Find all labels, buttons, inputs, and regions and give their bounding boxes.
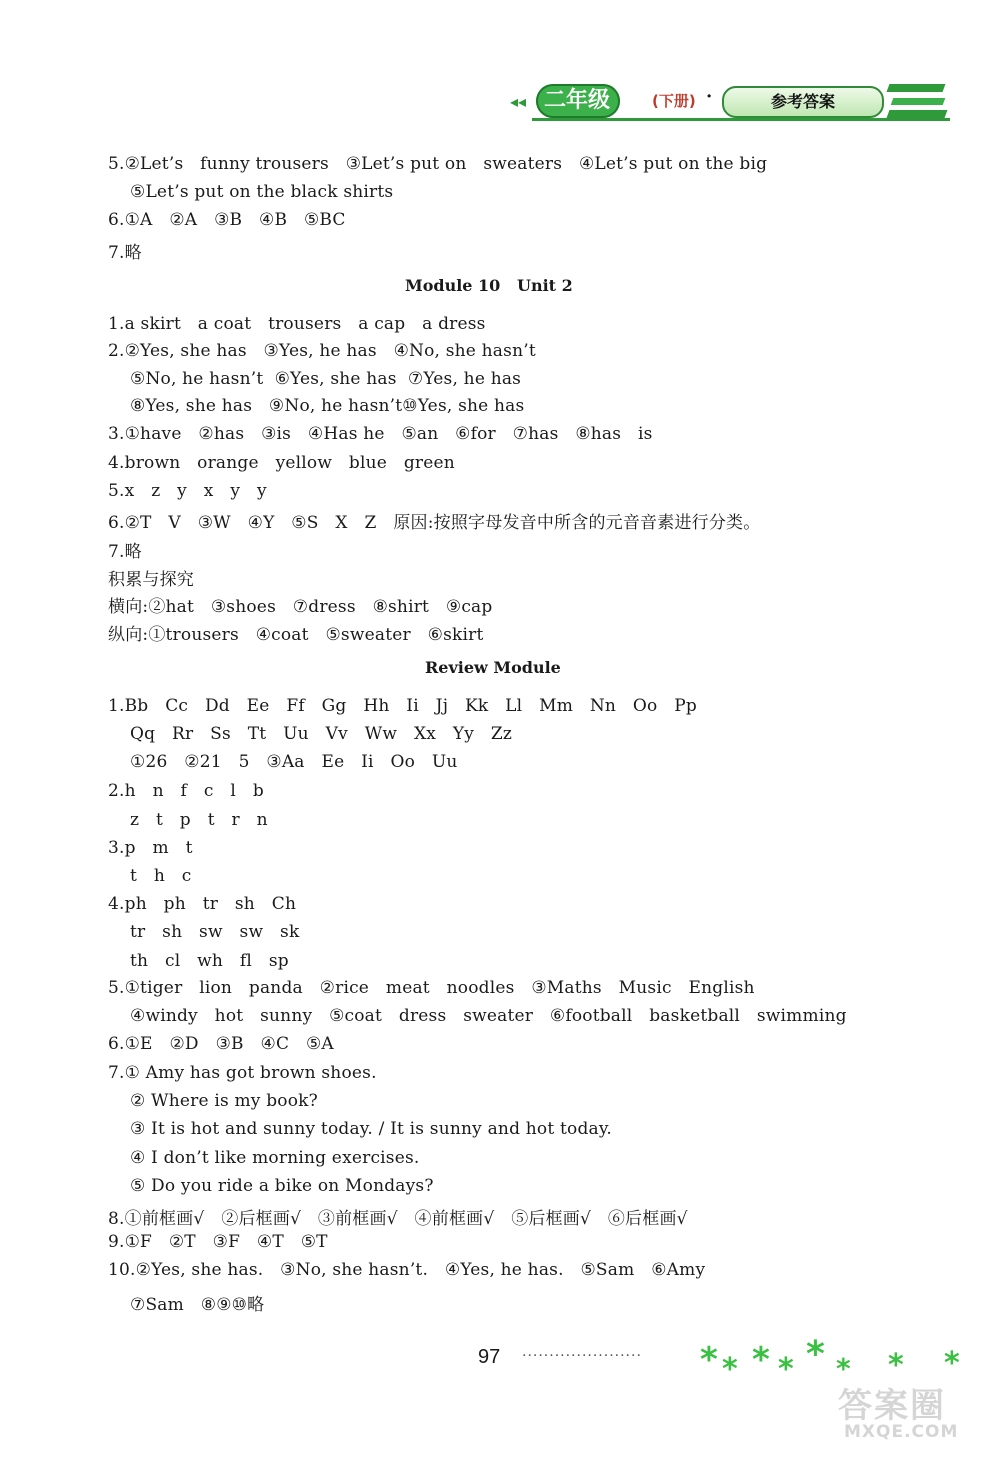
page-header xyxy=(510,78,950,128)
answer-line: ⑤ Do you ride a bike on Mondays? xyxy=(130,1176,434,1196)
answer-line: 6.①A ②A ③B ④B ⑤BC xyxy=(108,210,346,230)
leader-dots: ...................... xyxy=(522,1344,642,1360)
section-subtitle: 积累与探究 xyxy=(108,570,194,590)
answer-line: 8.①前框画√ ②后框画√ ③前框画√ ④前框画√ ⑤后框画√ ⑥后框画√ xyxy=(108,1209,688,1229)
answer-line: 1.a skirt a coat trousers a cap a dress xyxy=(108,314,486,334)
watermark-logo-text: 答案圈 xyxy=(838,1386,946,1426)
answer-line: tr sh sw sw sk xyxy=(130,922,300,942)
grade-badge: 二年级 xyxy=(536,84,620,118)
answer-line: 7.① Amy has got brown shoes. xyxy=(108,1063,377,1083)
star-icon: * xyxy=(700,1340,718,1380)
section-title-module10: Module 10 Unit 2 xyxy=(405,276,573,295)
answer-line: 纵向:①trousers ④coat ⑤sweater ⑥skirt xyxy=(108,625,484,645)
books-icon xyxy=(888,80,948,120)
answer-line: 1.Bb Cc Dd Ee Ff Gg Hh Ii Jj Kk Ll Mm Nn Oo Pp xyxy=(108,696,697,716)
answer-key-badge: 参考答案 xyxy=(722,86,884,118)
site-watermark xyxy=(838,1378,988,1450)
answer-line: 7.略 xyxy=(108,542,142,562)
star-icon: * xyxy=(722,1352,738,1387)
page-number: 97 xyxy=(478,1346,501,1368)
answer-line: 3.①have ②has ③is ④Has he ⑤an ⑥for ⑦has ⑧has is xyxy=(108,424,653,444)
star-icon: * xyxy=(836,1352,851,1385)
answer-line: Qq Rr Ss Tt Uu Vv Ww Xx Yy Zz xyxy=(130,724,513,744)
answer-line: ④windy hot sunny ⑤coat dress sweater ⑥football basketball swimming xyxy=(130,1006,847,1026)
answer-line: 4.brown orange yellow blue green xyxy=(108,453,455,473)
section-title-review: Review Module xyxy=(425,658,561,677)
answer-line: ⑤No, he hasn’t ⑥Yes, she has ⑦Yes, he has xyxy=(130,369,522,389)
answer-line: ④ I don’t like morning exercises. xyxy=(130,1148,420,1168)
answer-line: ①26 ②21 5 ③Aa Ee Ii Oo Uu xyxy=(130,752,458,772)
answer-line: 10.②Yes, she has. ③No, she hasn’t. ④Yes, he has. ⑤Sam ⑥Amy xyxy=(108,1260,706,1280)
answer-line: 9.①F ②T ③F ④T ⑤T xyxy=(108,1232,328,1252)
answer-line: 5.x z y x y y xyxy=(108,481,267,501)
answer-line: 5.①tiger lion panda ②rice meat noodles ③Maths Music English xyxy=(108,978,755,998)
answer-line: t h c xyxy=(130,866,192,886)
answer-line: 6.②T V ③W ④Y ⑤S X Z 原因:按照字母发音中所含的元音音素进行分类。 xyxy=(108,513,761,533)
answer-line: 6.①E ②D ③B ④C ⑤A xyxy=(108,1034,334,1054)
star-icon: * xyxy=(778,1352,794,1387)
answer-line: th cl wh fl sp xyxy=(130,951,289,971)
answer-line: 5.②Let’s funny trousers ③Let’s put on sweaters ④Let’s put on the big xyxy=(108,154,768,174)
answer-line: 2.②Yes, she has ③Yes, he has ④No, she hasn’t xyxy=(108,341,536,361)
star-icon: * xyxy=(888,1348,904,1383)
answer-line: 4.ph ph tr sh Ch xyxy=(108,894,297,914)
header-dot: · xyxy=(706,86,713,107)
answer-line: ⑦Sam ⑧⑨⑩略 xyxy=(130,1295,265,1315)
answer-line: 横向:②hat ③shoes ⑦dress ⑧shirt ⑨cap xyxy=(108,597,493,617)
answer-line: 3.p m t xyxy=(108,838,193,858)
double-arrow-left-icon: ◂◂ xyxy=(510,92,527,111)
answer-line: 7.略 xyxy=(108,243,142,263)
volume-label: (下册) xyxy=(652,92,696,110)
answer-line: ③ It is hot and sunny today. / It is sunny and hot today. xyxy=(130,1119,613,1139)
answer-line: ⑧Yes, she has ⑨No, he hasn’t⑩Yes, she has xyxy=(130,396,525,416)
answer-line: ⑤Let’s put on the black shirts xyxy=(130,182,394,202)
watermark-url: MXQE.COM xyxy=(844,1422,959,1442)
star-icon: * xyxy=(944,1346,960,1381)
answer-line: z t p t r n xyxy=(130,810,268,830)
answer-line: 2.h n f c l b xyxy=(108,781,264,801)
star-icon: * xyxy=(806,1334,825,1375)
star-icon: * xyxy=(752,1340,770,1380)
answer-line: ② Where is my book? xyxy=(130,1091,318,1111)
